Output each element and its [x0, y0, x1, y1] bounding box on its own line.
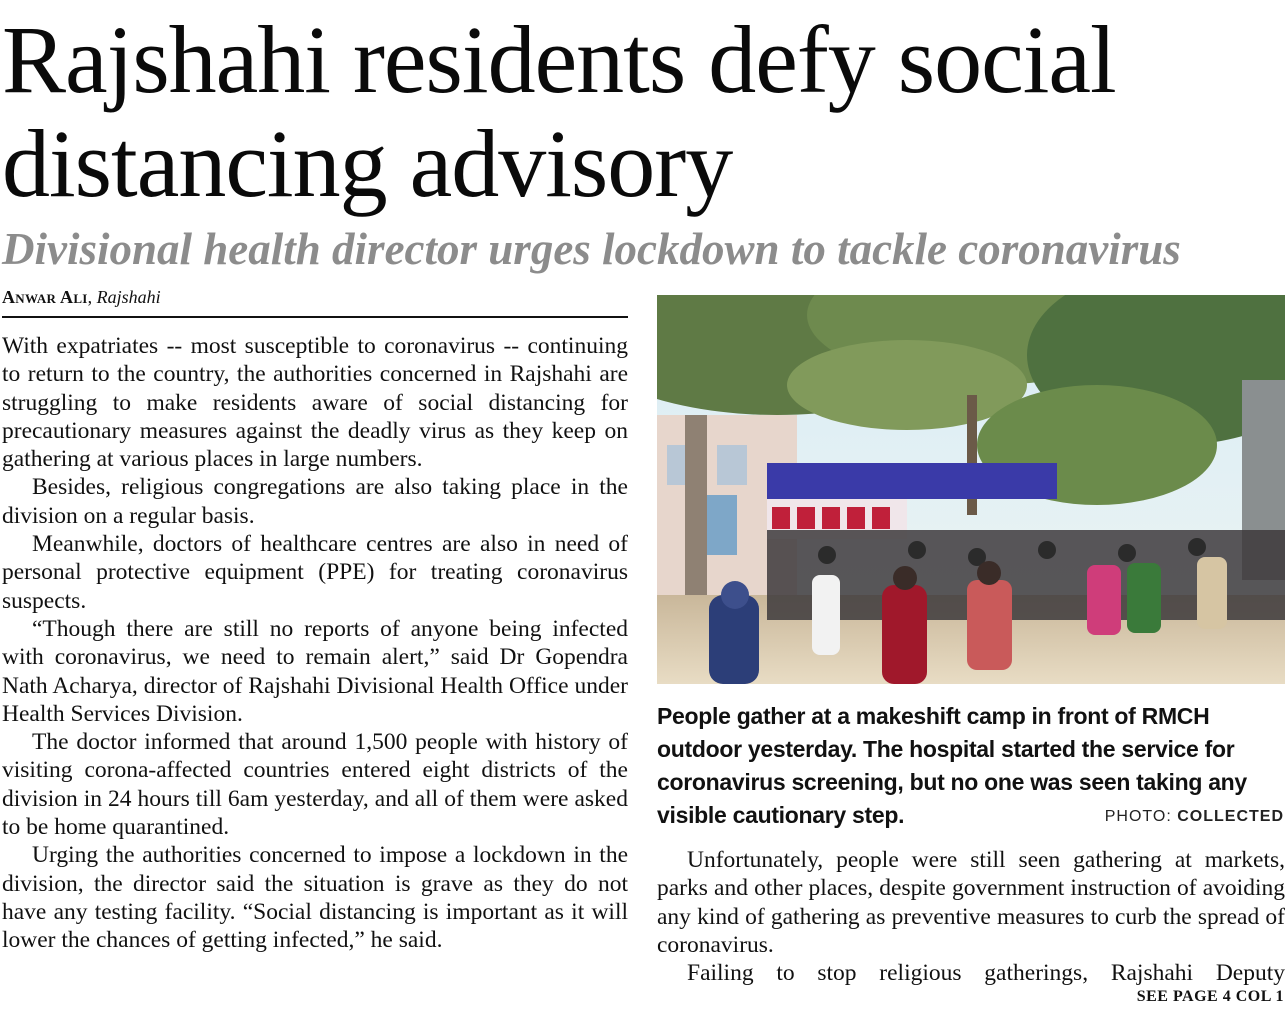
paragraph: Unfortunately, people were still seen gathering at markets, parks and other places, despite government instruction of avoiding any kind of gathering as preventive measures to curb the spread of coronavirus. — [657, 847, 1285, 958]
paragraph: With expatriates -- most susceptible to coronavirus -- continuing to return to the country, the authorities concerned in Rajshahi are struggling to make residents aware of social distancing for precautionary measures against the deadly virus as they keep on gathering at various places in large numbers. — [2, 333, 628, 473]
paragraph: Besides, religious congregations are also taking place in the division on a regular basis. — [2, 474, 628, 529]
crowd-photo-illustration — [657, 295, 1285, 684]
headline-line-1: Rajshahi residents defy social — [2, 6, 1116, 113]
subheadline: Divisional health director urges lockdown to tackle coronavirus — [2, 224, 1181, 274]
photo-credit-label: PHOTO: — [1104, 808, 1172, 825]
headline — [2, 8, 1286, 216]
byline-author: Anwar Ali — [2, 287, 88, 307]
headline-line-2: distancing advisory — [2, 110, 733, 217]
byline: Anwar Ali, Rajshahi — [2, 284, 628, 318]
photo-credit — [1105, 808, 1284, 826]
article-column-right — [657, 846, 1285, 987]
photo-caption: People gather at a makeshift camp in front of RMCH outdoor yesterday. The hospital started the service for coronavirus screening, but no one was seen taking any visible cautionary step. — [657, 703, 1247, 828]
continued-jump-line[interactable]: SEE PAGE 4 COL 1 — [1136, 988, 1284, 1005]
article-column-left — [2, 332, 628, 955]
paragraph: Failing to stop religious gatherings, Rajshahi Deputy — [687, 960, 1285, 987]
byline-location: Rajshahi — [96, 287, 161, 307]
paragraph: “Though there are still no reports of anyone being infected with coronavirus, we need to remain alert,” said Dr Gopendra Nath Acharya, director of Rajshahi Divisional Health Office under Health Services Division. — [2, 615, 628, 727]
news-photo — [657, 295, 1285, 684]
paragraph: Urging the authorities concerned to impose a lockdown in the division, the director said the situation is grave as they do not have any testing facility. “Social distancing is important as it will lower the chances of getting infected,” he said. — [2, 842, 628, 954]
paragraph: The doctor informed that around 1,500 people with history of visiting corona-affected countries entered eight districts of the division in 24 hours till 6am yesterday, and all of them were asked to be home quarantined. — [2, 729, 628, 841]
paragraph: Meanwhile, doctors of healthcare centres are also in need of personal protective equipment (PPE) for treating coronavirus suspects. — [2, 531, 628, 614]
photo-credit-source: COLLECTED — [1177, 808, 1284, 825]
